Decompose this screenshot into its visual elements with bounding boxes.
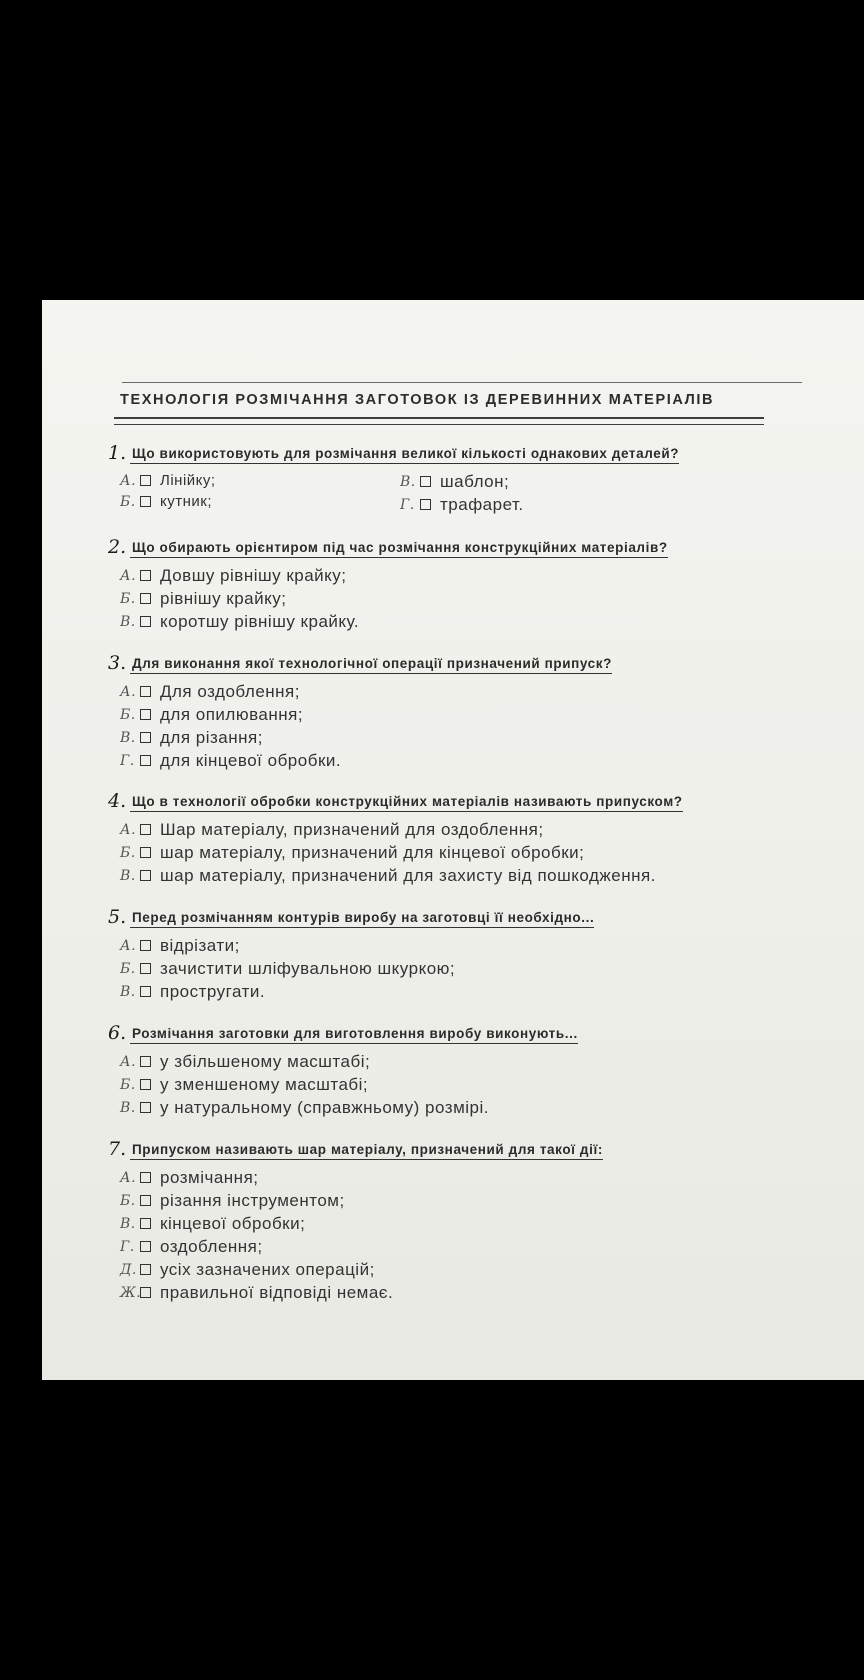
question-number: 2. xyxy=(108,536,127,558)
option-text: коротшу рівнішу крайку. xyxy=(160,611,360,631)
option-letter: Б. xyxy=(120,493,136,510)
option-text: правильної відповіді немає. xyxy=(160,1282,394,1302)
checkbox[interactable] xyxy=(140,1079,151,1090)
top-divider xyxy=(122,382,802,383)
checkbox[interactable] xyxy=(140,1195,151,1206)
title-underline-2 xyxy=(114,424,764,425)
option-letter: А. xyxy=(120,472,137,489)
question-number: 5. xyxy=(108,906,127,928)
option-letter: Ж. xyxy=(120,1284,142,1301)
checkbox[interactable] xyxy=(140,824,151,835)
option-a[interactable] xyxy=(120,818,848,841)
option-a[interactable] xyxy=(120,470,420,491)
checkbox[interactable] xyxy=(140,1241,151,1252)
option-text: кінцевої обробки; xyxy=(160,1213,306,1233)
option-text: у збільшеному масштабі; xyxy=(160,1051,371,1071)
question-text: Що в технології обробки конструкційних матеріалів називають припуском? xyxy=(130,794,683,812)
option-letter: Б. xyxy=(120,590,136,607)
option-text: шар матеріалу, призначений для кінцевої обробки; xyxy=(160,842,585,862)
checkbox[interactable] xyxy=(140,1056,151,1067)
checkbox[interactable] xyxy=(420,499,431,510)
option-letter: В. xyxy=(120,867,136,884)
option-text: у натуральному (справжньому) розмірі. xyxy=(160,1097,489,1117)
checkbox[interactable] xyxy=(140,570,151,581)
option-v[interactable] xyxy=(120,1096,848,1119)
checkbox[interactable] xyxy=(140,475,151,486)
option-letter: А. xyxy=(120,1053,137,1070)
option-v[interactable] xyxy=(120,980,848,1003)
option-v[interactable] xyxy=(400,470,700,493)
option-b[interactable] xyxy=(120,1073,848,1096)
option-text: Шар матеріалу, призначений для оздоблення; xyxy=(160,819,544,839)
question-text: Перед розмічанням контурів виробу на заготовці її необхідно... xyxy=(130,910,594,928)
option-letter: В. xyxy=(120,613,136,630)
option-a[interactable] xyxy=(120,1166,848,1189)
option-g[interactable] xyxy=(400,493,700,516)
option-text: шар матеріалу, призначений для захисту від пошкодження. xyxy=(160,865,656,885)
option-letter: А. xyxy=(120,683,137,700)
question-text: Що використовують для розмічання великої кількості однакових деталей? xyxy=(130,446,679,464)
checkbox[interactable] xyxy=(140,755,151,766)
option-letter: В. xyxy=(120,1099,136,1116)
option-v[interactable] xyxy=(120,610,848,633)
document-title: ТЕХНОЛОГІЯ РОЗМІЧАННЯ ЗАГОТОВОК ІЗ ДЕРЕВИННИХ МАТЕРІАЛІВ xyxy=(120,392,715,408)
checkbox[interactable] xyxy=(140,940,151,951)
option-letter: Б. xyxy=(120,844,136,861)
option-v[interactable] xyxy=(120,864,848,887)
question-number: 4. xyxy=(108,790,127,812)
option-text: усіх зазначених операцій; xyxy=(160,1259,375,1279)
option-g[interactable] xyxy=(120,749,848,772)
option-letter: А. xyxy=(120,937,137,954)
question-6 xyxy=(108,1022,848,1119)
option-text: для кінцевої обробки. xyxy=(160,750,342,770)
option-b[interactable] xyxy=(120,957,848,980)
question-number: 3. xyxy=(108,652,127,674)
option-b[interactable] xyxy=(120,703,848,726)
option-text: Довшу рівнішу крайку; xyxy=(160,565,347,585)
option-b[interactable] xyxy=(120,587,848,610)
question-number: 6. xyxy=(108,1022,127,1044)
option-letter: В. xyxy=(400,473,416,490)
option-b[interactable] xyxy=(120,1189,848,1212)
checkbox[interactable] xyxy=(140,847,151,858)
option-v[interactable] xyxy=(120,1212,848,1235)
title-underline xyxy=(114,417,764,419)
option-a[interactable] xyxy=(120,564,848,587)
option-b[interactable] xyxy=(120,491,420,512)
option-text: для опилювання; xyxy=(160,704,304,724)
checkbox[interactable] xyxy=(140,1218,151,1229)
option-letter: В. xyxy=(120,1215,136,1232)
worksheet-page xyxy=(42,300,864,1380)
option-letter: Г. xyxy=(120,752,135,769)
checkbox[interactable] xyxy=(420,476,431,487)
option-letter: Б. xyxy=(120,1076,136,1093)
checkbox[interactable] xyxy=(140,986,151,997)
option-text: Для оздоблення; xyxy=(160,681,300,701)
option-a[interactable] xyxy=(120,1050,848,1073)
checkbox[interactable] xyxy=(140,732,151,743)
question-7 xyxy=(108,1138,848,1304)
option-d[interactable] xyxy=(120,1258,848,1281)
question-text: Припуском називають шар матеріалу, призначений для такої дії: xyxy=(130,1142,603,1160)
option-text: зачистити шліфувальною шкуркою; xyxy=(160,958,456,978)
option-text: трафарет. xyxy=(440,494,524,514)
question-text: Для виконання якої технологічної операції призначений припуск? xyxy=(130,656,612,674)
question-1 xyxy=(108,442,848,516)
checkbox[interactable] xyxy=(140,1102,151,1113)
option-text: у зменшеному масштабі; xyxy=(160,1074,369,1094)
option-letter: А. xyxy=(120,567,137,584)
option-letter: Г. xyxy=(120,1238,135,1255)
option-letter: А. xyxy=(120,821,137,838)
checkbox[interactable] xyxy=(140,1264,151,1275)
option-b[interactable] xyxy=(120,841,848,864)
option-letter: Б. xyxy=(120,960,136,977)
option-text: шаблон; xyxy=(440,471,510,491)
checkbox[interactable] xyxy=(140,709,151,720)
question-text: Розмічання заготовки для виготовлення виробу виконують... xyxy=(130,1026,578,1044)
question-5 xyxy=(108,906,848,1003)
checkbox[interactable] xyxy=(140,496,151,507)
option-letter: В. xyxy=(120,729,136,746)
option-letter: Б. xyxy=(120,706,136,723)
checkbox[interactable] xyxy=(140,1172,151,1183)
question-text: Що обирають орієнтиром під час розмічання конструкційних матеріалів? xyxy=(130,540,668,558)
option-letter: Б. xyxy=(120,1192,136,1209)
option-g[interactable] xyxy=(120,1235,848,1258)
option-v[interactable] xyxy=(120,726,848,749)
option-letter: А. xyxy=(120,1169,137,1186)
option-text: простругати. xyxy=(160,981,266,1001)
question-number: 7. xyxy=(108,1138,127,1160)
checkbox[interactable] xyxy=(140,593,151,604)
checkbox[interactable] xyxy=(140,686,151,697)
checkbox[interactable] xyxy=(140,963,151,974)
option-letter: Д. xyxy=(120,1261,137,1278)
question-3 xyxy=(108,652,848,772)
option-text: відрізати; xyxy=(160,935,240,955)
question-2 xyxy=(108,536,848,633)
option-letter: Г. xyxy=(400,496,415,513)
checkbox[interactable] xyxy=(140,616,151,627)
option-text: розмічання; xyxy=(160,1167,259,1187)
option-text: рівнішу крайку; xyxy=(160,588,287,608)
option-letter: В. xyxy=(120,983,136,1000)
question-4 xyxy=(108,790,848,887)
option-text: для різання; xyxy=(160,727,263,747)
option-text: різання інструментом; xyxy=(160,1190,345,1210)
option-a[interactable] xyxy=(120,680,848,703)
question-number: 1. xyxy=(108,442,127,464)
option-text: Лінійку; xyxy=(160,472,216,489)
option-a[interactable] xyxy=(120,934,848,957)
checkbox[interactable] xyxy=(140,1287,151,1298)
checkbox[interactable] xyxy=(140,870,151,881)
option-text: кутник; xyxy=(160,493,212,510)
option-zh[interactable] xyxy=(120,1281,848,1304)
option-text: оздоблення; xyxy=(160,1236,263,1256)
